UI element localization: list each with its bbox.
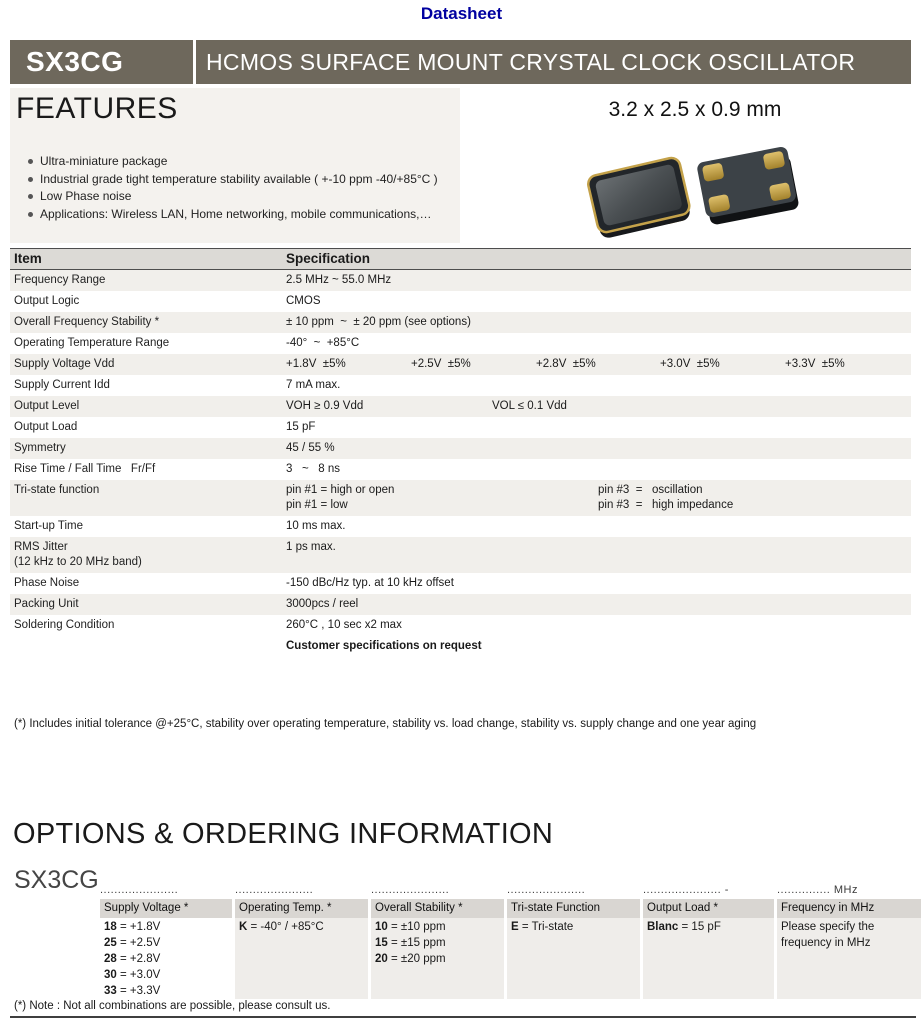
features-heading: FEATURES [16, 92, 178, 125]
spec-item-label [10, 639, 286, 654]
feature-bullet [28, 154, 453, 168]
spec-value [286, 378, 911, 393]
spec-row [10, 615, 911, 636]
stability-footnote: (*) Includes initial tolerance @+25°C, stability over operating temperature, stability vs. load change, stability vs. supply change and one year aging [14, 718, 757, 730]
spec-value-text: CMOS [286, 295, 321, 307]
spec-row [10, 438, 911, 459]
spec-value-text: 7 mA max. [286, 379, 341, 391]
spec-item-label: Soldering Condition [14, 619, 115, 631]
product-title-bar [196, 40, 911, 84]
spec-row [10, 417, 911, 438]
bullet-icon [28, 159, 33, 164]
spec-item-label: Start-up Time [14, 520, 84, 532]
spec-row [10, 573, 911, 594]
ordering-column [371, 882, 504, 999]
ordering-option: E = Tri-state [511, 921, 574, 933]
spec-row [10, 396, 911, 417]
ordering-column-header: Supply Voltage * [100, 899, 232, 918]
spec-item-label: Phase Noise [14, 577, 80, 589]
ordering-option: 10 = ±10 ppm [375, 921, 446, 933]
spec-value-text: Customer specifications on request [286, 640, 482, 652]
spec-item-label: Rise Time / Fall Time Fr/Ff [14, 463, 156, 475]
spec-row [10, 594, 911, 615]
product-image-back [688, 136, 806, 237]
spec-value-text: 1 ps max. [286, 541, 336, 553]
spec-value-text: 260°C , 10 sec x2 max [286, 619, 402, 631]
model-header-badge [10, 40, 193, 84]
spec-table-header [10, 248, 911, 270]
ordering-column-options [507, 918, 640, 999]
spec-row [10, 375, 911, 396]
ordering-column [507, 882, 640, 999]
ordering-code-dots: ...................... - [643, 884, 729, 896]
spec-value-text: pin #1 = high or open [286, 484, 395, 496]
features-panel [10, 88, 460, 243]
spec-value [286, 540, 911, 570]
spec-row [10, 459, 911, 480]
ordering-column-options [371, 918, 504, 999]
spec-item-label: Packing Unit [14, 598, 79, 610]
model-name: SX3CG [26, 46, 124, 77]
spec-value-text: +2.5V ±5% [411, 358, 471, 370]
spec-value [286, 639, 911, 654]
spec-item-label: Overall Frequency Stability * [14, 316, 160, 328]
ordering-code-dots: ...................... [507, 884, 586, 896]
ordering-option: K = -40° / +85°C [239, 921, 324, 933]
spec-table-body [10, 270, 911, 657]
feature-text: Low Phase noise [40, 189, 132, 203]
feature-bullet [28, 189, 453, 203]
ordering-code-dots: ...................... [235, 884, 314, 896]
feature-bullet [28, 172, 453, 186]
ordering-column [100, 882, 232, 999]
spec-value [286, 294, 911, 309]
spec-value-text: VOL ≤ 0.1 Vdd [492, 400, 567, 412]
spec-value-text: 10 ms max. [286, 520, 346, 532]
feature-bullet [28, 207, 453, 221]
ordering-column-header: Frequency in MHz [777, 899, 921, 918]
spec-row [10, 270, 911, 291]
spec-row [10, 537, 911, 573]
specification-table [10, 248, 911, 657]
ordering-column [235, 882, 368, 999]
spec-item-label: Output Level [14, 400, 80, 412]
spec-value [286, 597, 911, 612]
ordering-option: Please specify the [781, 921, 875, 933]
bullet-icon [28, 177, 33, 182]
spec-item-label: Output Logic [14, 295, 80, 307]
bullet-icon [28, 212, 33, 217]
spec-value-text: +3.3V ±5% [785, 358, 845, 370]
spec-value [286, 618, 911, 633]
spec-value [286, 315, 911, 330]
spec-value-text: -150 dBc/Hz typ. at 10 kHz offset [286, 577, 454, 589]
spec-value-text: VOH ≥ 0.9 Vdd [286, 400, 364, 412]
spec-value-text: pin #1 = low [286, 499, 348, 511]
options-heading: OPTIONS & ORDERING INFORMATION [13, 818, 554, 850]
spec-value [286, 336, 911, 351]
spec-value-text: -40° ~ +85°C [286, 337, 360, 349]
spec-value-text: 15 pF [286, 421, 316, 433]
ordering-column-options [100, 918, 232, 999]
spec-value [286, 576, 911, 591]
spec-value [286, 462, 911, 477]
spec-value-text: 2.5 MHz ~ 55.0 MHz [286, 274, 392, 286]
spec-row [10, 516, 911, 537]
spec-value [286, 357, 911, 372]
spec-header-item: Item [14, 251, 42, 266]
ordering-option: 18 = +1.8V [104, 921, 161, 933]
spec-item-label: RMS Jitter (12 kHz to 20 MHz band) [14, 541, 142, 568]
spec-value-text: 45 / 55 % [286, 442, 335, 454]
ordering-option: 25 = +2.5V [104, 937, 161, 949]
spec-value-text: 3000pcs / reel [286, 598, 359, 610]
spec-value [286, 441, 911, 456]
feature-text: Ultra-miniature package [40, 154, 168, 168]
ordering-option: 20 = ±20 ppm [375, 953, 446, 965]
ordering-column-header: Output Load * [643, 899, 774, 918]
product-title: HCMOS SURFACE MOUNT CRYSTAL CLOCK OSCILLATOR [206, 48, 856, 75]
ordering-option: frequency in MHz [781, 937, 871, 949]
spec-row [10, 480, 911, 516]
features-list [28, 154, 453, 224]
ordering-option: Blanc = 15 pF [647, 921, 721, 933]
spec-value [286, 273, 911, 288]
ordering-code-dots: ............... MHz [777, 884, 859, 896]
ordering-code-dots: ...................... [371, 884, 450, 896]
ordering-option: 15 = ±15 ppm [375, 937, 446, 949]
feature-text: Applications: Wireless LAN, Home networking, mobile communications,… [40, 206, 432, 221]
spec-value-text: +1.8V ±5% [286, 358, 346, 370]
ordering-option: 28 = +2.8V [104, 953, 161, 965]
spec-item-label: Supply Voltage Vdd [14, 358, 115, 370]
package-dimensions: 3.2 x 2.5 x 0.9 mm [608, 98, 782, 121]
spec-row [10, 291, 911, 312]
spec-row [10, 354, 911, 375]
spec-item-label: Output Load [14, 421, 78, 433]
ordering-option: 30 = +3.0V [104, 969, 161, 981]
spec-value-text: pin #3 = oscillation [598, 484, 703, 496]
ordering-code-dots: ...................... [100, 884, 179, 896]
spec-item-label: Operating Temperature Range [14, 337, 170, 349]
spec-value [286, 420, 911, 435]
spec-value-text: pin #3 = high impedance [598, 499, 734, 511]
ordering-column-options [643, 918, 774, 999]
bullet-icon [28, 194, 33, 199]
spec-item-label: Frequency Range [14, 274, 106, 286]
spec-value [286, 399, 911, 414]
ordering-column-options [777, 918, 921, 999]
feature-text: Industrial grade tight temperature stability available ( +-10 ppm -40/+85°C ) [40, 171, 438, 186]
page-title: Datasheet [420, 4, 503, 23]
spec-value-text: +2.8V ±5% [536, 358, 596, 370]
spec-value-text: +3.0V ±5% [660, 358, 720, 370]
ordering-column [643, 882, 774, 999]
ordering-column-header: Tri-state Function [507, 899, 640, 918]
ordering-option: 33 = +3.3V [104, 985, 161, 997]
spec-row [10, 636, 911, 657]
combinations-note: (*) Note : Not all combinations are possible, please consult us. [14, 1000, 331, 1012]
spec-value-text: ± 10 ppm ~ ± 20 ppm (see options) [286, 316, 471, 328]
spec-item-label: Tri-state function [14, 484, 100, 496]
spec-item-label: Supply Current Idd [14, 379, 110, 391]
ordering-column-options [235, 918, 368, 999]
ordering-column-header: Operating Temp. * [235, 899, 368, 918]
page-bottom-rule [10, 1016, 916, 1018]
spec-row [10, 312, 911, 333]
ordering-column [777, 882, 921, 999]
spec-row [10, 333, 911, 354]
ordering-column-header: Overall Stability * [371, 899, 504, 918]
spec-value [286, 483, 911, 513]
product-image-front [583, 148, 695, 249]
spec-header-specification: Specification [286, 251, 371, 266]
spec-item-label: Symmetry [14, 442, 66, 454]
ordering-model-code: SX3CG [14, 866, 99, 894]
spec-value [286, 519, 911, 534]
spec-value-text: 3 ~ 8 ns [286, 463, 341, 475]
